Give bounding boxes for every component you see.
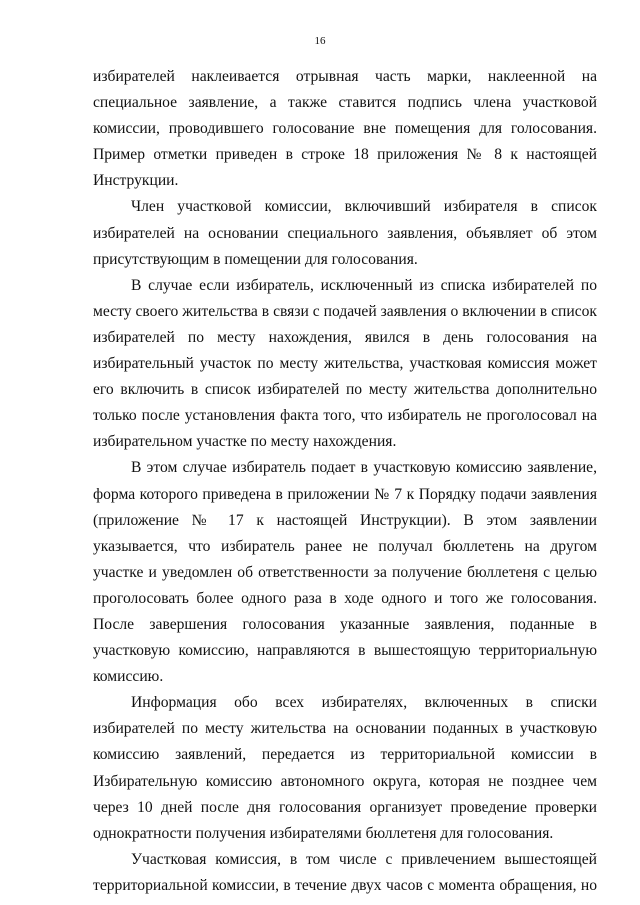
paragraph-member-announces: Член участковой комиссии, включивший избирателя в список избирателей на основании специального заявления, объявляет об этом присутствующим в помещении для голосования. [93,198,597,268]
paragraph-precinct-commission: Участковая комиссия, в том числе с привлечением вышестоящей территориальной комиссии, в течение двух часов с момента обращения, но [93,850,597,894]
page-number: 16 [314,35,326,47]
paragraph-information-transfer: Информация обо всех избирателях, включенных в списки избирателей по месту жительства на основании поданных в участковую комиссию заявлений, передается из территориальной комиссии в Избирательную комиссию автономного округа, которая не позднее чем через 10 дней после дня голосования организует проведение проверки однократности получения избирателями бюллетеня для голосования. [93,694,597,842]
paragraph-continuation: избирателей наклеивается отрывная часть марки, наклеенной на специальное заявление, а также ставится подпись члена участковой комиссии, проводившего голосование вне помещения для голосования. Пример отметки приведен в строке 18 приложения № 8 к настоящей Инструкции. [93,68,597,190]
paragraph-voter-application: В этом случае избиратель подает в участковую комиссию заявление, форма которого приведена в приложении № 7 к Порядку подачи заявления (приложение № 17 к настоящей Инструкции). В этом заявлении указывается, что избиратель ранее не получал бюллетень на другом участке и уведомлен об ответственности за получение бюллетеня с целью проголосовать более одного раза в ходе одного и того же голосования. После завершения голосования указанные заявления, поданные в участковую комиссию, направляются в вышестоящую территориальную комиссию. [93,459,597,686]
paragraph-excluded-voter: В случае если избиратель, исключенный из списка избирателей по месту своего жительства в связи с подачей заявления о включении в список избирателей по месту нахождения, явился в день голосования на избирательный участок по месту жительства, участковая комиссия может его включить в список избирателей по месту жительства дополнительно только после установления факта того, что избиратель не проголосовал на избирательном участке по месту нахождения. [93,276,597,451]
document-body [93,64,597,899]
